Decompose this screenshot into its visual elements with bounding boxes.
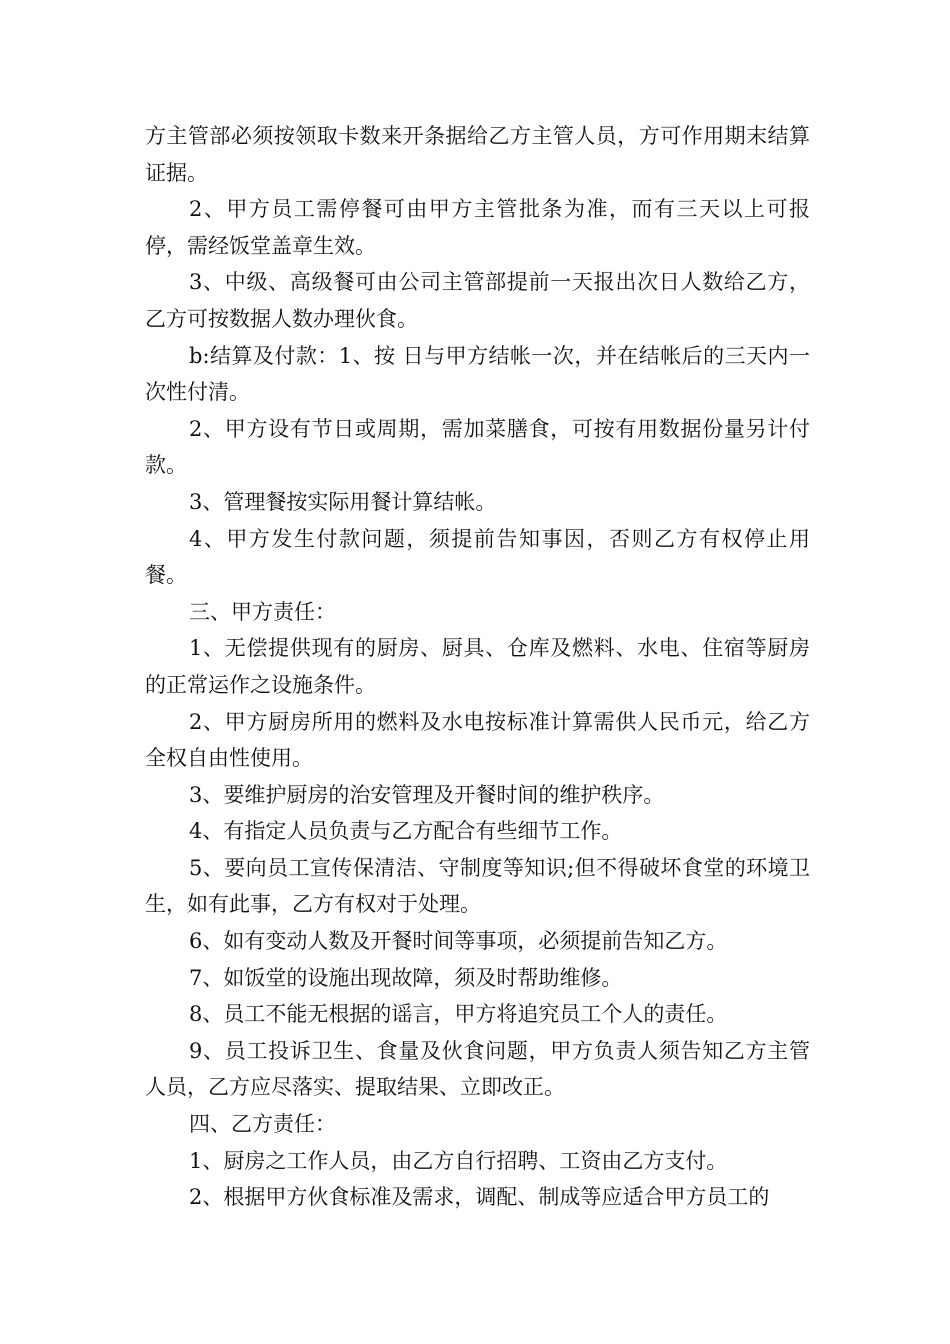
paragraph-7: 4、甲方发生付款问题，须提前告知事因，否则乙方有权停止用餐。	[145, 526, 810, 588]
paragraph-20: 2、根据甲方伙食标准及需求，调配、制成等应适合甲方员工的	[189, 1185, 770, 1210]
document-body	[145, 118, 810, 1216]
paragraph-11: 3、要维护厨房的治安管理及开餐时间的维护秩序。	[189, 782, 665, 807]
paragraph-1: 方主管部必须按领取卡数来开条据给乙方主管人员，方可作用期末结算证据。	[145, 124, 810, 185]
paragraph-6: 3、管理餐按实际用餐计算结帐。	[189, 489, 497, 514]
paragraph-4: b:结算及付款：1、按 日与甲方结帐一次，并在结帐后的三天内一次性付清。	[145, 343, 810, 405]
paragraph-9: 1、无偿提供现有的厨房、厨具、仓库及燃料、水电、住宿等厨房的正常运作之设施条件。	[145, 636, 810, 697]
paragraph-13: 5、要向员工宣传保清洁、守制度等知识;但不得破坏食堂的环境卫生，如有此事，乙方有权对于处理。	[145, 855, 810, 917]
paragraph-15: 7、如饭堂的设施出现故障，须及时帮助维修。	[189, 965, 623, 990]
paragraph-3: 3、中级、高级餐可由公司主管部提前一天报出次日人数给乙方，乙方可按数据人数办理伙食。	[145, 270, 810, 331]
section-heading-3: 三、甲方责任：	[189, 599, 336, 624]
paragraph-10: 2、甲方厨房所用的燃料及水电按标准计算需供人民币元，给乙方全权自由性使用。	[145, 709, 810, 771]
paragraph-5: 2、甲方设有节日或周期，需加菜膳食，可按有用数据份量另计付款。	[145, 416, 810, 478]
paragraph-2: 2、甲方员工需停餐可由甲方主管批条为准，而有三天以上可报停，需经饭堂盖章生效。	[145, 197, 810, 258]
section-heading-4: 四、乙方责任：	[189, 1112, 336, 1137]
paragraph-12: 4、有指定人员负责与乙方配合有些细节工作。	[189, 819, 623, 844]
paragraph-16: 8、员工不能无根据的谣言，甲方将追究员工个人的责任。	[189, 1002, 728, 1027]
paragraph-17: 9、员工投诉卫生、食量及伙食问题，甲方负责人须告知乙方主管人员，乙方应尽落实、提取结果、立即改正。	[145, 1038, 810, 1100]
paragraph-14: 6、如有变动人数及开餐时间等事项，必须提前告知乙方。	[189, 929, 728, 954]
paragraph-19: 1、厨房之工作人员，由乙方自行招聘、工资由乙方支付。	[189, 1148, 728, 1173]
